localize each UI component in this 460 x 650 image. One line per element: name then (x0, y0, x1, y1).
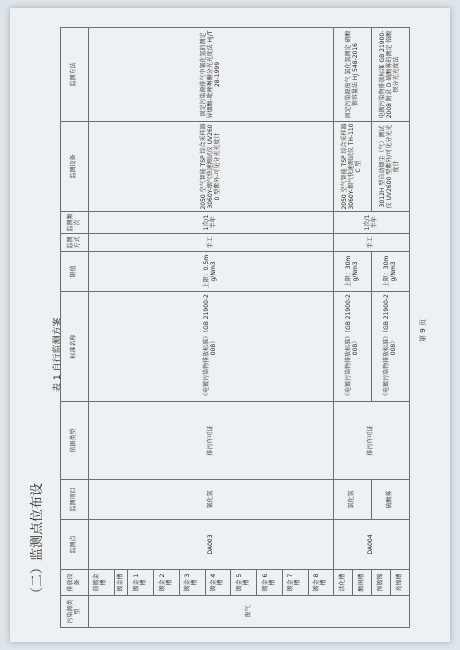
group1-freq: 1次/1半年 (89, 212, 334, 234)
group2-method-std-a: 固定污染源废气 氯化氢测定 硝酸银容量法 HJ 548-2016 (334, 28, 372, 122)
table-title: 表 1 自行监测方案 (53, 317, 63, 392)
group2-method-std-b: 电镀污染物排放标准 GB 21900-2008 附录 D 硫酸雾的测定 铬酸钡分光光度法 (372, 28, 410, 122)
page-number: 第 9 页 (419, 319, 427, 342)
table-row (334, 28, 353, 628)
equipment-cell: 镀金 8 槽 (308, 570, 334, 596)
equipment-cell: 前镀金槽 (89, 570, 115, 596)
equipment-cell: 镀金 3 槽 (179, 570, 205, 596)
equipment-cell: 镀金 4 槽 (205, 570, 231, 596)
equipment-cell: 镀金 5 槽 (231, 570, 257, 596)
group2-item-b: 硫酸雾 (372, 480, 410, 520)
header-pollutant-type: 污染源类型 (61, 596, 89, 628)
header-monitor-point: 监测点 (61, 520, 89, 570)
header-monitor-method-std: 监测方法 (61, 28, 89, 122)
group1-point: DA003 (89, 520, 334, 570)
header-limit: 限值 (61, 252, 89, 292)
group1-limit: 上限：0.5mg/Nm3 (89, 252, 334, 292)
equipment-cell: 镀金 1 槽 (128, 570, 154, 596)
table-header-row (61, 28, 89, 628)
header-basis-type: 依据类型 (61, 402, 89, 480)
equipment-cell: 酸铜槽 (353, 570, 372, 596)
group2-freq: 1次/1半年 (334, 212, 410, 234)
group1-method: 手工 (89, 234, 334, 252)
header-monitor-freq: 监测频次 (61, 212, 89, 234)
group2-item-a: 氯化氢 (334, 480, 372, 520)
header-emission-source: 排放设备 (61, 570, 89, 596)
group1-method-std: 固定污染源排气中氰化氢的测定 异烟酸-吡唑啉酮分光光度法 HJ/T 28-1999 (89, 28, 334, 122)
group2-point: DA004 (334, 520, 410, 570)
equipment-cell: 亮镍槽 (390, 570, 409, 596)
group2-limit-b: 上限：30mg/Nm3 (372, 252, 410, 292)
table-row (89, 28, 115, 628)
group1-basis: 排污许可证 (89, 402, 334, 480)
header-monitor-method: 监测方式 (61, 234, 89, 252)
group2-standard-a: 《电镀污染物排放标准》（GB 21900-2008） (334, 292, 372, 402)
equipment-cell: 镀金 7 槽 (282, 570, 308, 596)
rotated-content (10, 8, 450, 642)
monitoring-table (60, 27, 410, 628)
header-standard-name: 标准名称 (61, 292, 89, 402)
group2-basis: 排污许可证 (334, 402, 410, 480)
document-page (10, 8, 450, 642)
equipment-cell: 预镀镍 (372, 570, 391, 596)
pollutant-type-cell: 废气 (89, 596, 410, 628)
equipment-cell: 镀金 2 槽 (154, 570, 180, 596)
group1-equipment: 2050 空气智能 TSP 综合采样器 3060Y-烟气快速测试仪 UV2600 型紫外-可见分光光度计 (89, 122, 334, 212)
equipment-cell: 活化槽 (334, 570, 353, 596)
group2-standard-b: 《电镀污染物排放标准》（GB 21900-2008） (372, 292, 410, 402)
equipment-cell: 镀金 6 槽 (257, 570, 283, 596)
group2-method: 手工 (334, 234, 410, 252)
section-title: （二）监测点位布设 (30, 482, 45, 600)
header-monitor-equipment: 监测设备 (61, 122, 89, 212)
equipment-cell: 镀金槽 (114, 570, 128, 596)
group2-limit-a: 上限：30mg/Nm3 (334, 252, 372, 292)
group2-equipment-b: 3012H 型自动烟尘（气）测试仪 UV2600 型紫外/可见分光光度计 (372, 122, 410, 212)
group1-standard: 《电镀污染物排放标准》（GB 21900-2008） (89, 292, 334, 402)
group2-equipment-a: 2050 空气智能 TSP 综合采样器 3060Y-烟气快速测试仪 TH-110C 型 (334, 122, 372, 212)
group1-item: 氰化氢 (89, 480, 334, 520)
header-monitor-item: 监测项目 (61, 480, 89, 520)
